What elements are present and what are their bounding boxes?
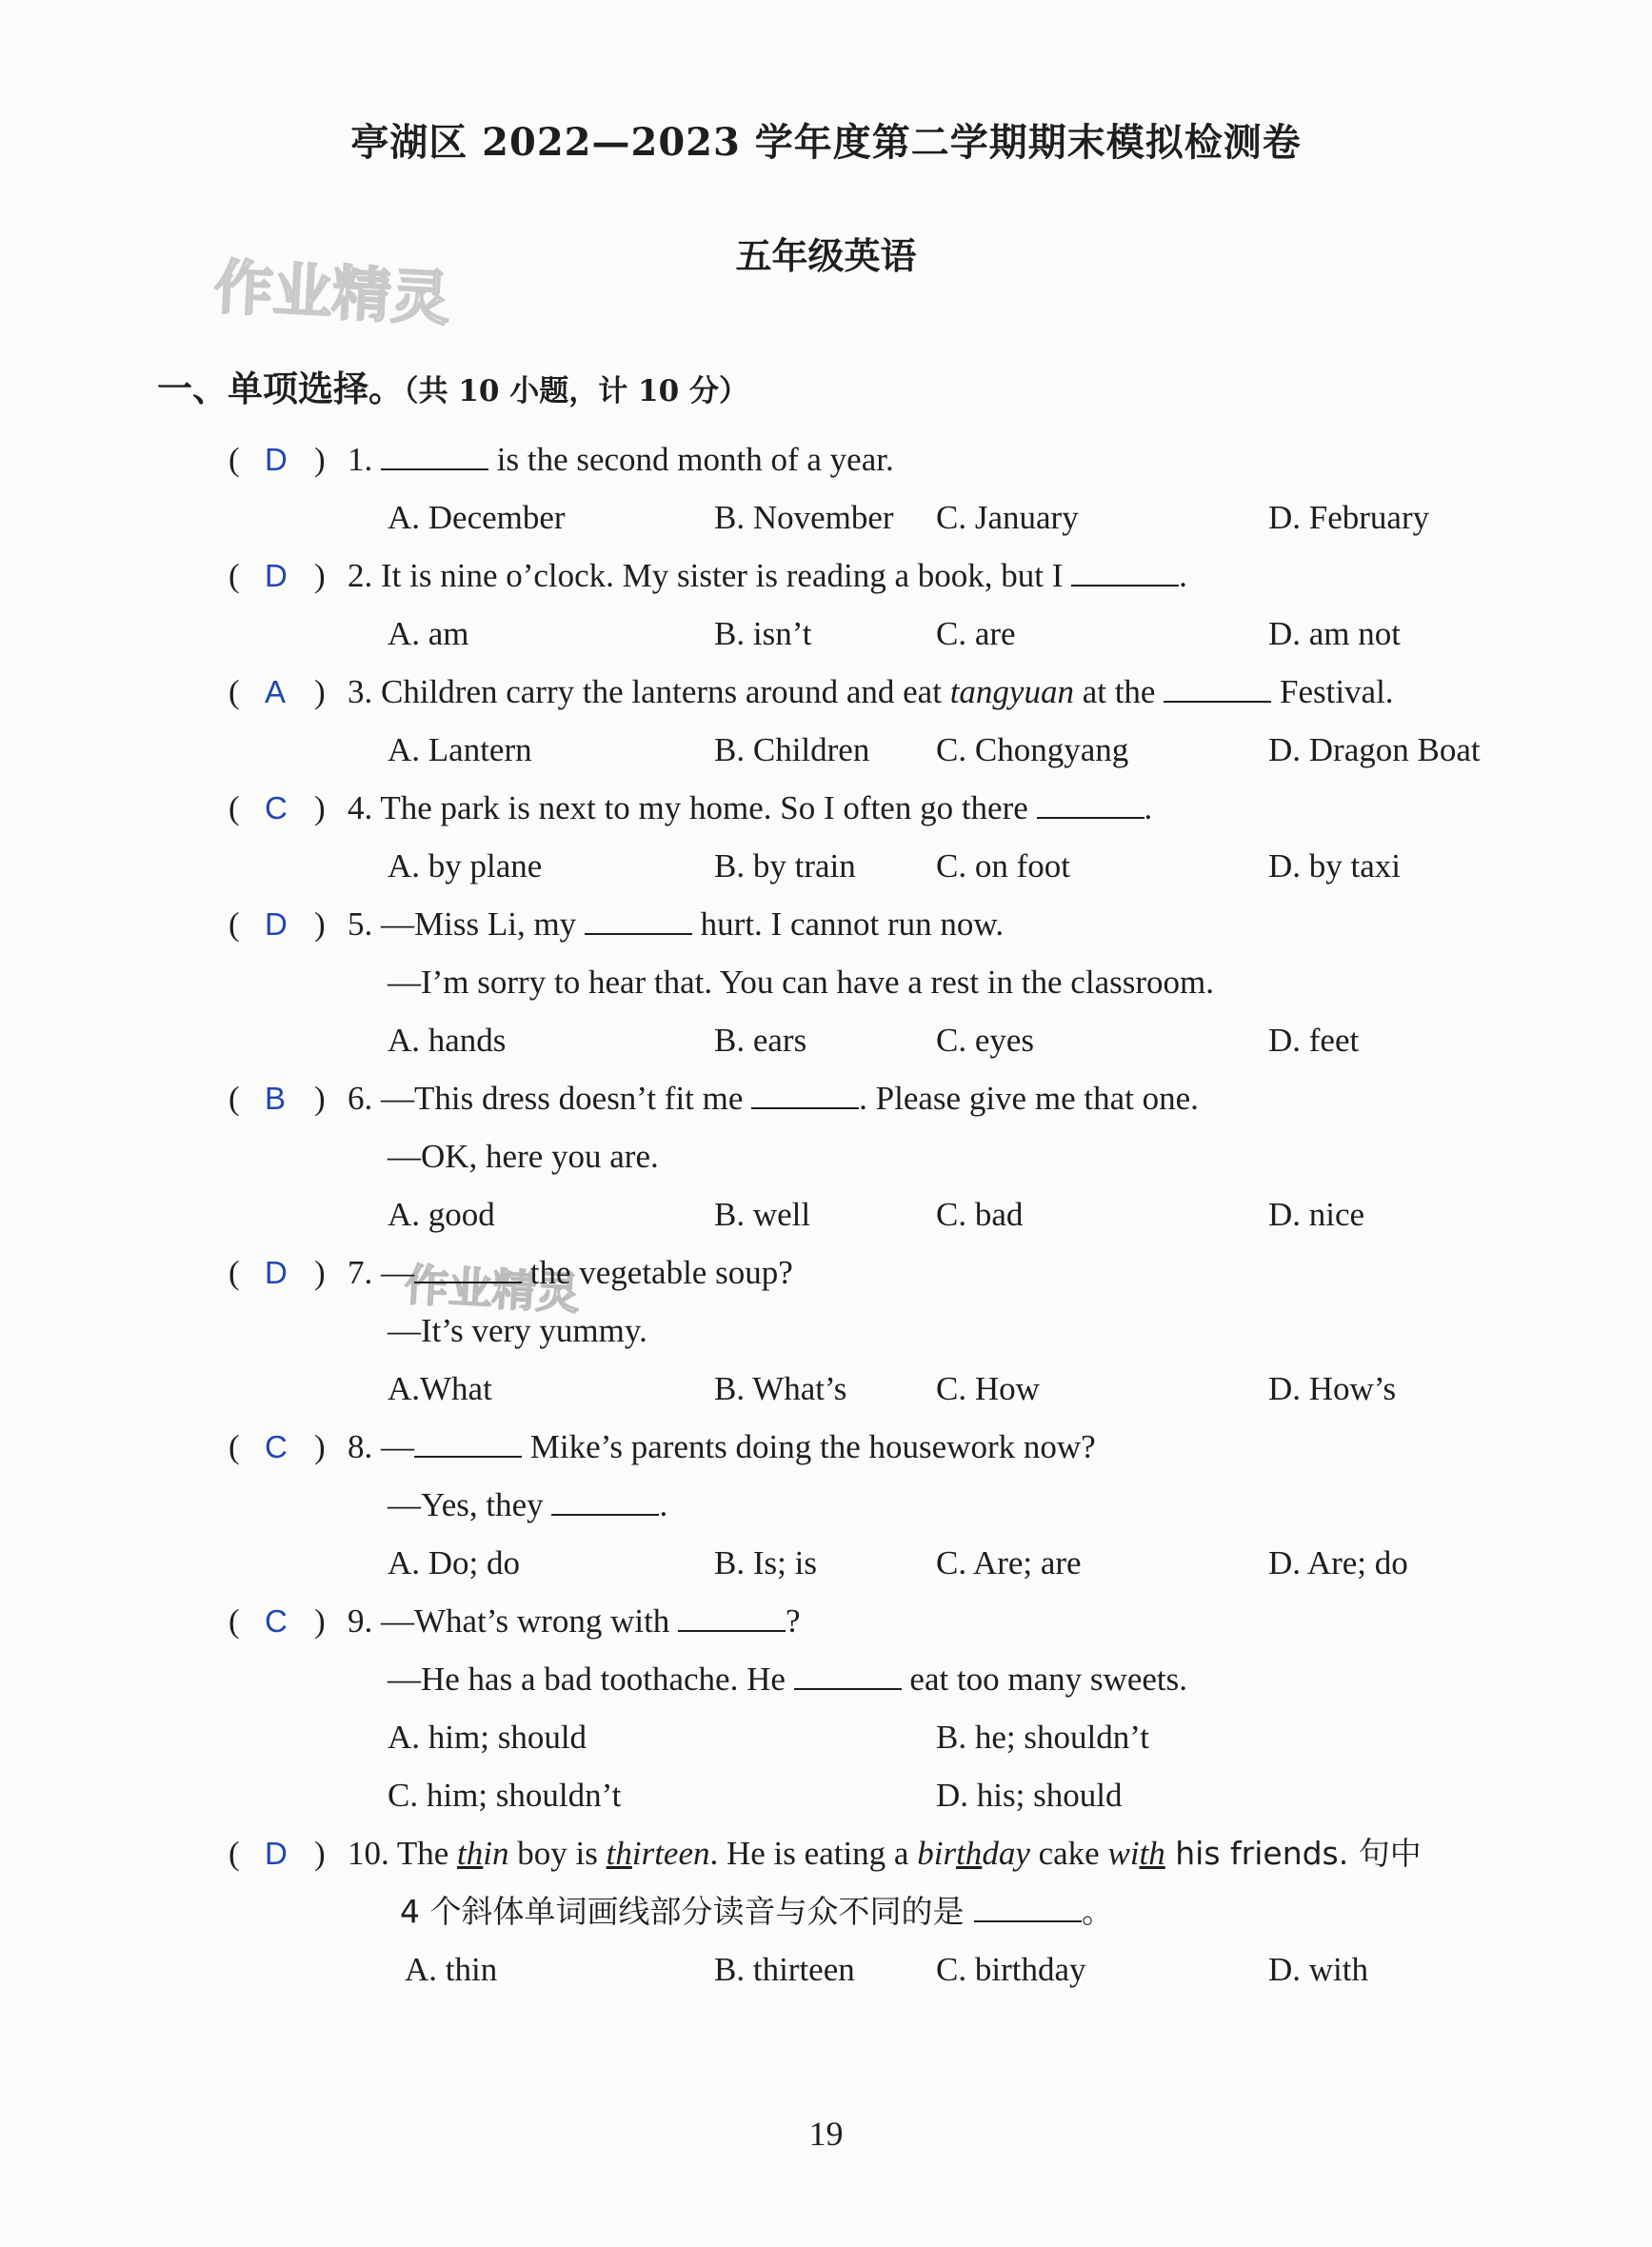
blank — [414, 1253, 522, 1283]
blank — [794, 1660, 902, 1690]
blank — [678, 1601, 786, 1632]
answer-5: D — [265, 906, 288, 942]
option-a: A. hands — [388, 1022, 507, 1059]
option-d: D. Dragon Boat — [1268, 731, 1481, 768]
section-note: （共 10 小题，计 10 分） — [404, 374, 748, 408]
option-a: A.What — [388, 1370, 492, 1407]
option-d: D. Are; do — [1268, 1544, 1408, 1581]
blank — [751, 1079, 859, 1109]
answer-6: B — [265, 1081, 287, 1116]
option-a: A. am — [388, 615, 469, 652]
option-c: C. January — [936, 499, 1079, 536]
blank — [1071, 556, 1179, 587]
blank — [551, 1485, 659, 1516]
option-b: B. isn’t — [714, 615, 812, 652]
option-b: B. Is; is — [714, 1544, 817, 1581]
option-d: D. nice — [1268, 1196, 1365, 1233]
option-c: C. birthday — [936, 1951, 1086, 1988]
exam-subtitle: 五年级英语 — [735, 234, 917, 277]
option-c: C. How — [936, 1370, 1040, 1407]
option-a: A. thin — [405, 1951, 498, 1988]
answer-8: C — [265, 1429, 288, 1464]
option-b: B. Children — [714, 731, 870, 768]
exam-title: 亭湖区 2022—2023 学年度第二学期期末模拟检测卷 — [350, 120, 1302, 165]
option-c: C. Chongyang — [936, 731, 1129, 768]
option-d: D. am not — [1268, 615, 1402, 652]
answer-4: C — [265, 790, 288, 825]
section-label: 一、单项选择。 — [157, 368, 404, 409]
option-b: B. he; shouldn’t — [936, 1719, 1149, 1756]
answer-2: D — [265, 558, 288, 593]
option-a: A. December — [388, 499, 566, 536]
section-heading — [157, 360, 748, 411]
option-d: D. by taxi — [1268, 847, 1402, 885]
option-b: B. by train — [714, 847, 856, 885]
option-c: C. eyes — [936, 1022, 1035, 1059]
option-d: D. with — [1268, 1951, 1368, 1988]
blank — [1037, 788, 1144, 819]
option-c: C. Are; are — [936, 1544, 1082, 1581]
blank — [1164, 672, 1271, 703]
option-a: A. Lantern — [388, 731, 532, 768]
option-b: B. November — [714, 499, 894, 536]
option-a: A. him; should — [388, 1719, 587, 1756]
option-c: C. are — [936, 615, 1016, 652]
option-d: D. feet — [1268, 1022, 1360, 1059]
answer-10: D — [265, 1836, 288, 1871]
option-d: D. February — [1268, 499, 1430, 536]
watermark-logo-center: 作业精灵 — [403, 1259, 582, 1320]
option-a: A. Do; do — [388, 1544, 521, 1581]
option-b: B. thirteen — [714, 1951, 855, 1988]
blank — [974, 1892, 1082, 1922]
page-number: 19 — [808, 2115, 844, 2153]
option-b: B. What’s — [714, 1370, 847, 1407]
option-a: A. by plane — [388, 847, 543, 885]
option-d: D. his; should — [936, 1777, 1123, 1814]
option-d: D. How’s — [1268, 1370, 1397, 1407]
blank — [414, 1427, 522, 1458]
option-b: B. well — [714, 1196, 811, 1233]
answer-7: D — [265, 1255, 288, 1290]
answer-3: A — [265, 674, 287, 709]
blank — [585, 905, 692, 935]
option-a: A. good — [388, 1196, 495, 1233]
exam-page: 亭湖区 2022—2023 学年度第二学期期末模拟检测卷 五年级英语 作业精灵 作业精灵 一、单项选择。（共 10 小题，计 10 分） ( D ) 1. is the second month of a year. A. December B. November C. January D. February ( D ) 2. It is nine o’clock. My sister is reading a book, but I . A. am B. isn’t C. are D. am not ( A ) 3. Children carry the lanterns around and eat tangyuan at the Festival. A. Lantern B. Children C. Chongyang D. Dragon Boat ( C ) 4. The park is next to my home. So I often go there . A. by plane B. by train C. on foot D. by taxi ( D ) 5. —Miss Li, my hurt. I cannot run now. —I’m sorry to hear that. You can have a rest in the classroom. A. hands B. ears C. eyes D. feet ( B ) 6. —This dress doesn’t fit me . Please give me that one. —OK, here you are. A. good B. well C. bad D. nice ( D ) 7. — the vegetable soup? —It’s very yummy. A.What B. What’s C. How D. How’s ( C ) 8. — Mike’s parents doing the housework now? —Yes, they . A. Do; do B. Is; is C. Are; are D. Are; do ( C ) 9. —What’s wrong with ? —He has a bad toothache. He eat too many sweets. A. him; should B. he; shouldn’t C. him; shouldn’t D. his; should ( D ) 10. The thin boy is thirteen. He is eating a birthday cake with his friends. 句中 4 个斜体单词画线部分读音与众不同的是 。 A. thin B. thirteen C. birthday D. with 19 — [0, 0, 1652, 2247]
watermark-logo: 作业精灵 — [211, 251, 452, 334]
option-c: C. him; shouldn’t — [388, 1777, 622, 1814]
answer-1: D — [265, 442, 288, 477]
blank — [381, 440, 488, 470]
option-b: B. ears — [714, 1022, 807, 1059]
answer-9: C — [265, 1603, 288, 1639]
option-c: C. bad — [936, 1196, 1024, 1233]
option-c: C. on foot — [936, 847, 1070, 885]
